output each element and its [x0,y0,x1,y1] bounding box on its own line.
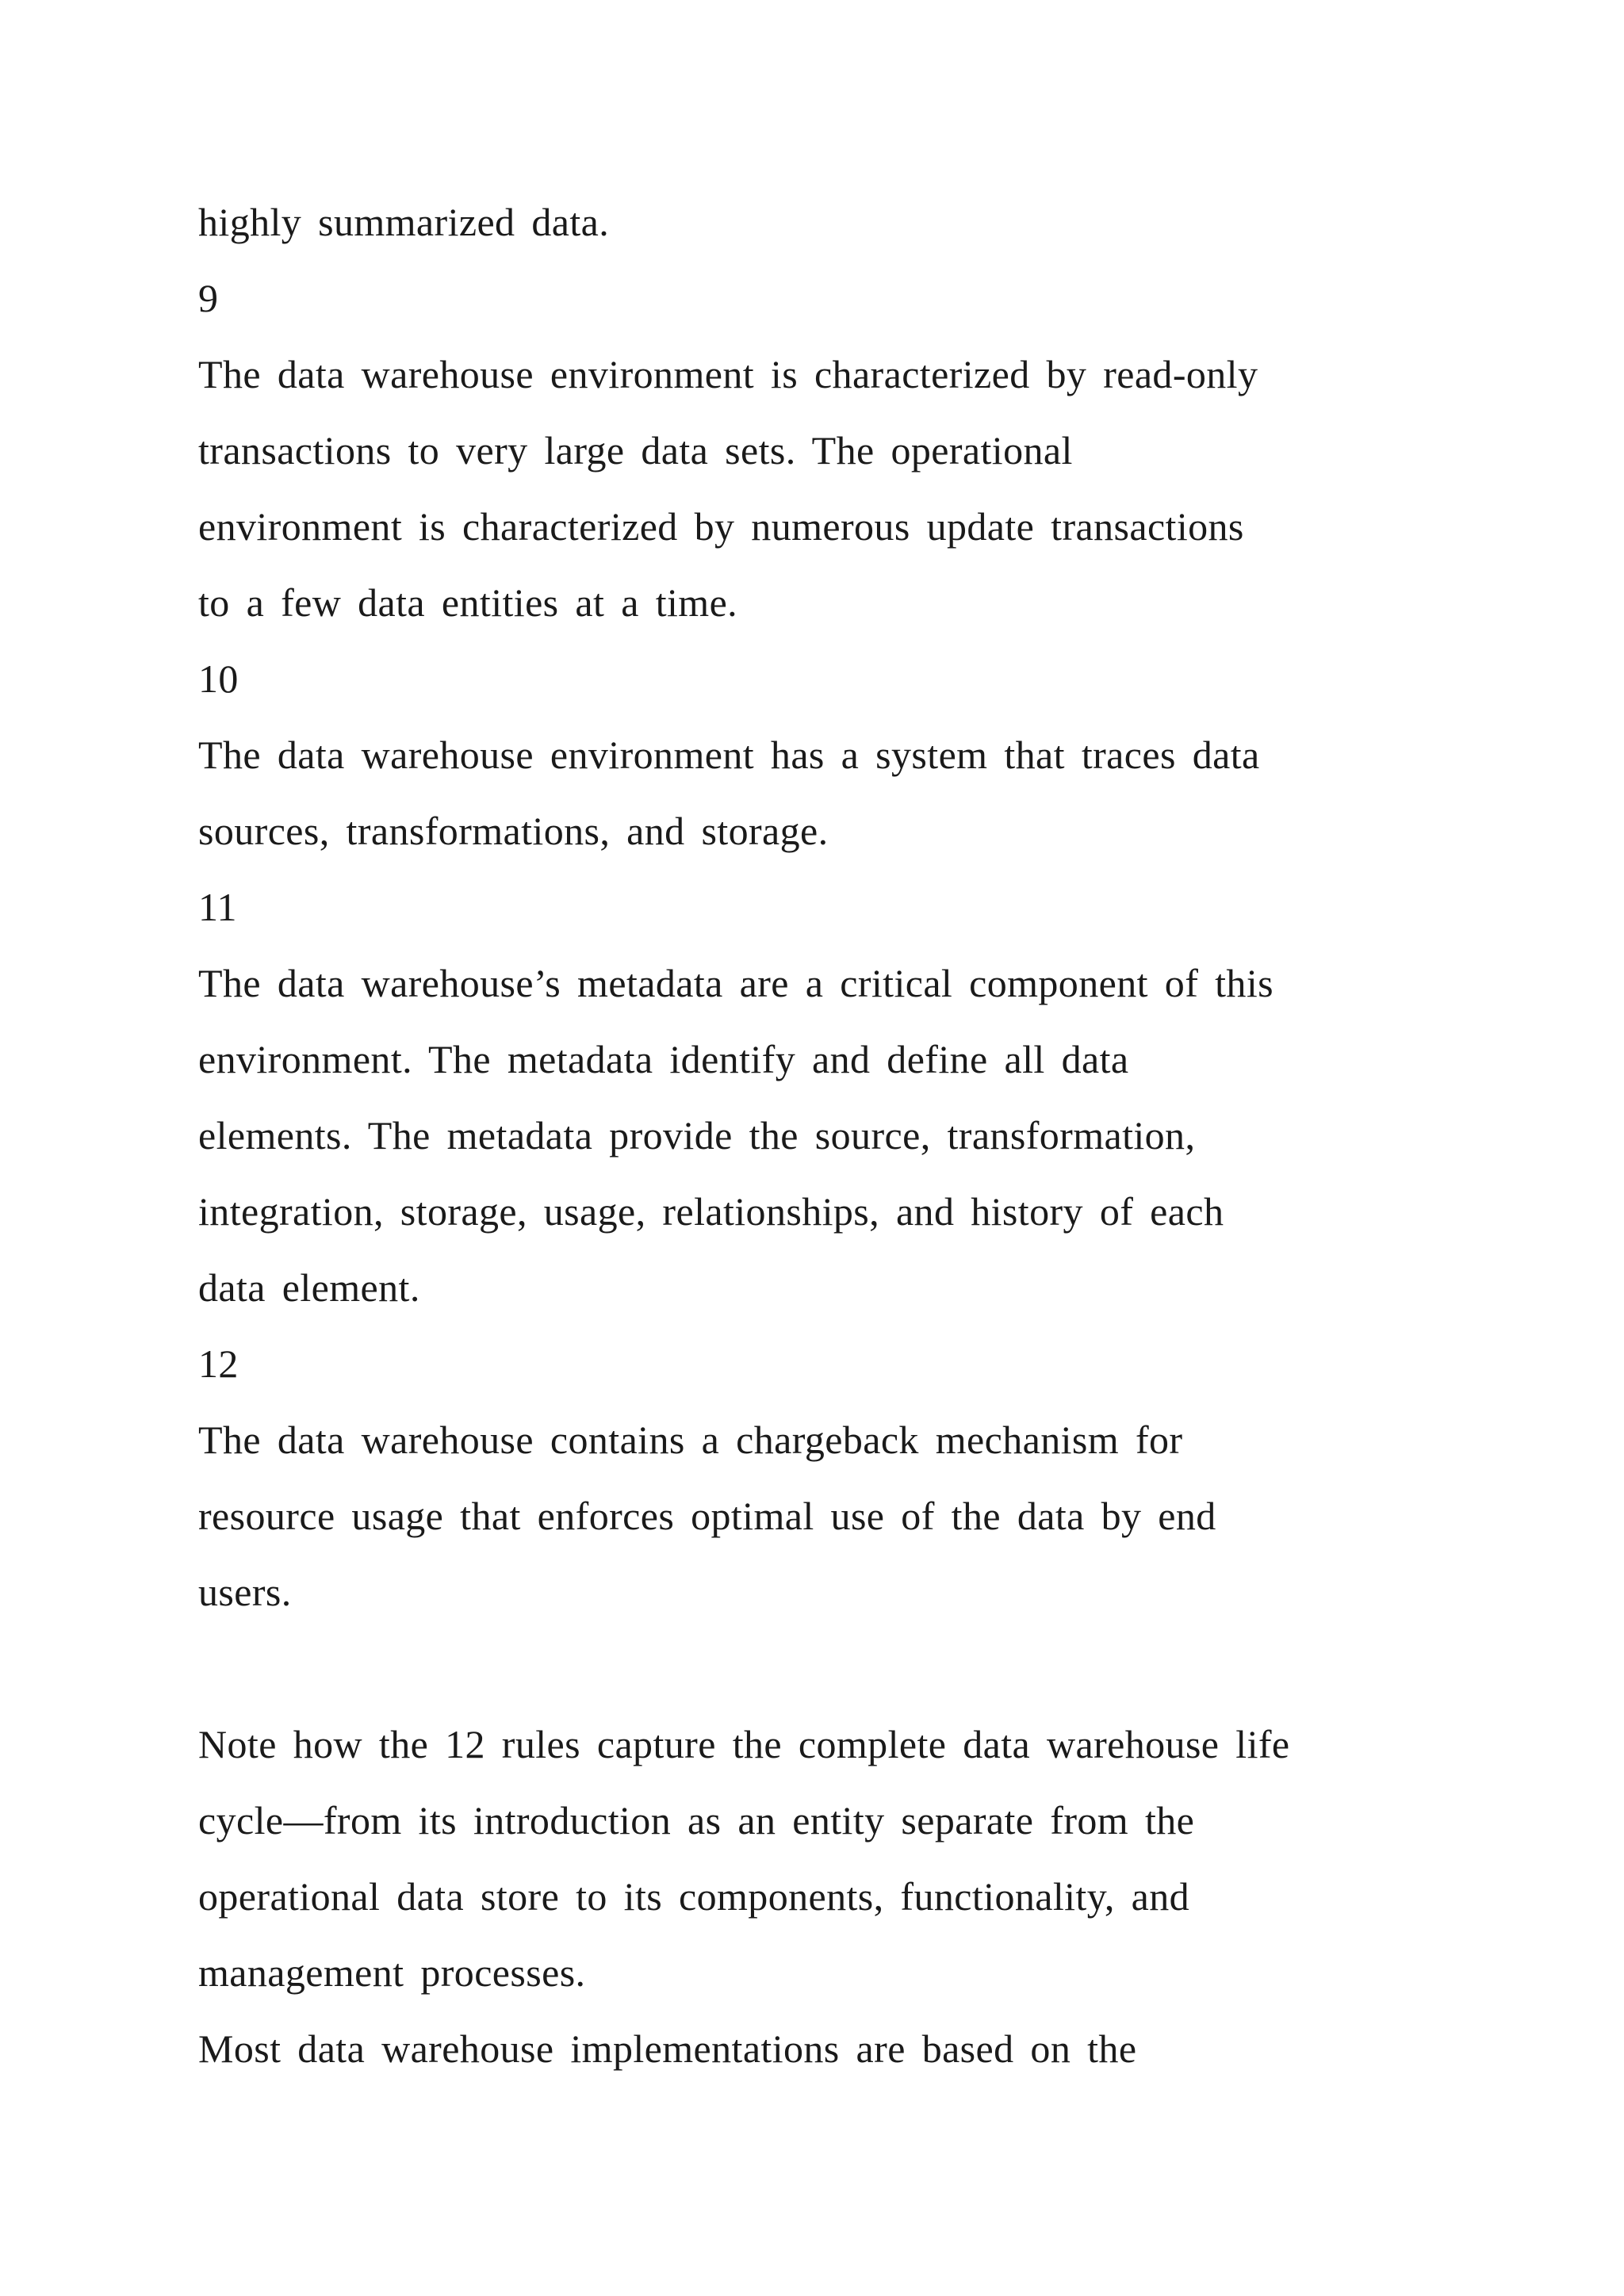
text-line: operational data store to its components, functionality, and [198,1874,1190,1919]
text-line: highly summarized data. [198,200,610,244]
rule-number: 11 [198,885,237,929]
text-line: cycle—from its introduction as an entity separate from the [198,1798,1195,1843]
text-line: The data warehouse environment is characterized by read-only [198,352,1258,396]
text-line: environment. The metadata identify and define all data [198,1037,1129,1081]
text-line: resource usage that enforces optimal use of the data by end [198,1494,1216,1538]
text-line: management processes. [198,1950,586,1995]
text-line: to a few data entities at a time. [198,580,738,625]
rule-number: 9 [198,276,219,320]
text-line: elements. The metadata provide the source, transformation, [198,1113,1196,1158]
rule-number: 10 [198,656,239,701]
text-line: integration, storage, usage, relationships, and history of each [198,1189,1224,1234]
text-line: environment is characterized by numerous update transactions [198,504,1244,549]
text-line: sources, transformations, and storage. [198,809,829,853]
text-line: The data warehouse’s metadata are a critical component of this [198,961,1274,1005]
rule-number: 12 [198,1341,239,1386]
paragraph-gap [198,1630,1507,1706]
text-line: Note how the 12 rules capture the complete data warehouse life [198,1722,1290,1766]
text-line: users. [198,1570,292,1614]
text-line: Most data warehouse implementations are based on the [198,2026,1137,2071]
text-line: The data warehouse environment has a system that traces data [198,733,1260,777]
document-body [198,184,1507,2087]
text-line: transactions to very large data sets. The operational [198,428,1073,473]
text-line: The data warehouse contains a chargeback mechanism for [198,1418,1183,1462]
text-line: data element. [198,1265,420,1310]
